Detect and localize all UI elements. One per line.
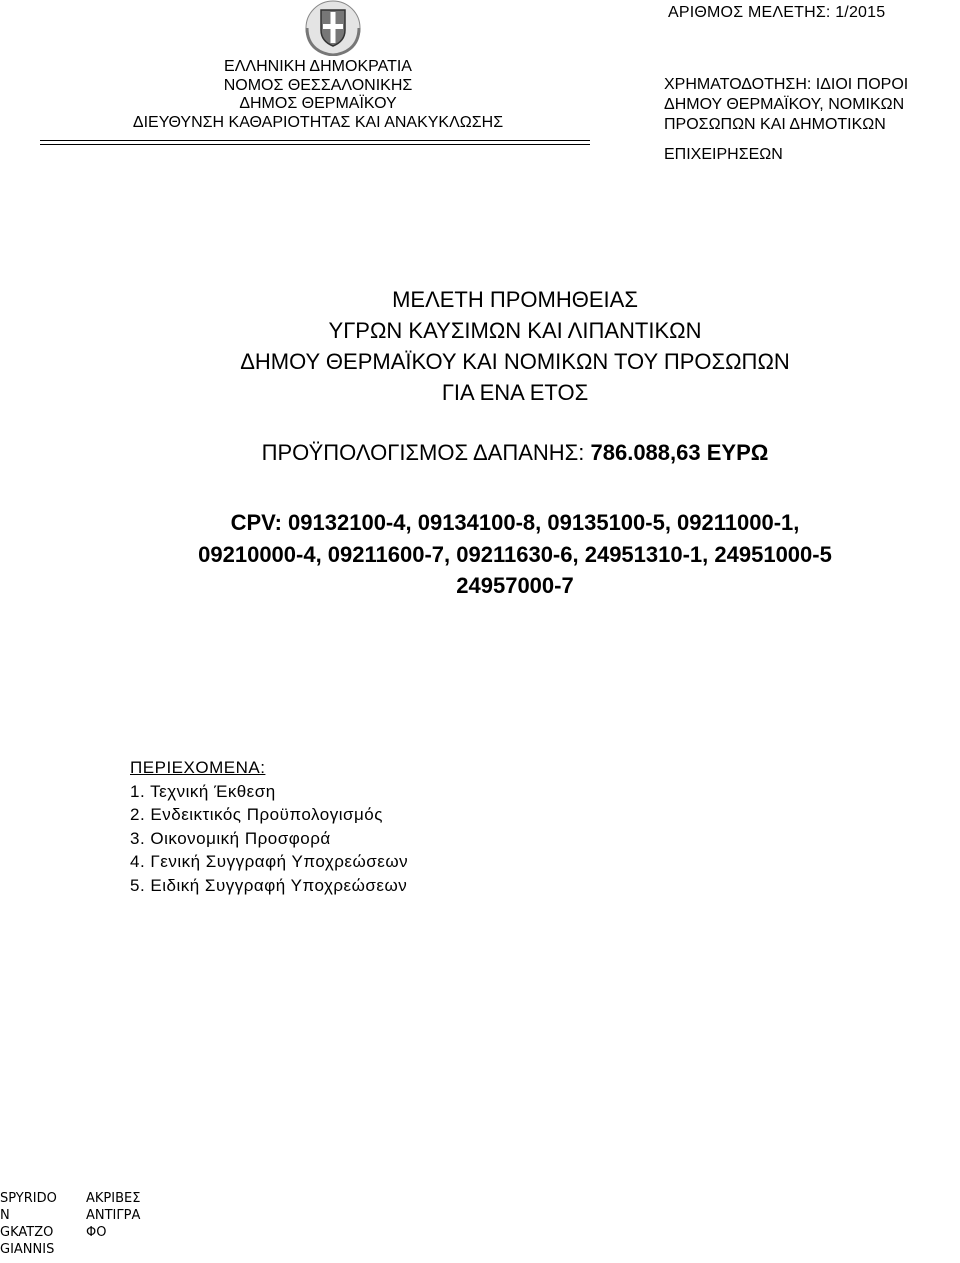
contents-list: [130, 756, 408, 897]
title-line: ΓΙΑ ΕΝΑ ΕΤΟΣ: [441, 380, 589, 405]
funding-line: ΔΗΜΟΥ ΘΕΡΜΑΪΚΟΥ, ΝΟΜΙΚΩΝ: [664, 96, 905, 113]
contents-item: 2. Ενδεικτικός Προϋπολογισμός: [130, 805, 383, 824]
budget-amount: 786.088,63 ΕΥΡΩ: [590, 440, 769, 465]
signer-name-line: GKATZO: [0, 1225, 54, 1240]
funding-line: ΠΡΟΣΩΠΩΝ ΚΑΙ ΔΗΜΟΤΙΚΩΝ: [664, 116, 886, 133]
issuer-line: ΔΙΕΥΘΥΝΣΗ ΚΑΘΑΡΙΟΤΗΤΑΣ ΚΑΙ ΑΝΑΚΥΚΛΩΣΗΣ: [132, 113, 504, 131]
document-title: [0, 284, 960, 408]
title-line: ΥΓΡΩΝ ΚΑΥΣΙΜΩΝ ΚΑΙ ΛΙΠΑΝΤΙΚΩΝ: [328, 318, 702, 343]
contents-item: 4. Γενική Συγγραφή Υποχρεώσεων: [130, 852, 409, 871]
contents-item: 1. Τεχνική Έκθεση: [130, 781, 276, 801]
issuer-block: [40, 58, 596, 132]
cpv-line: 09210000-4, 09211600-7, 09211630-6, 24951310-1, 24951000-5: [198, 541, 832, 567]
title-line: ΔΗΜΟΥ ΘΕΡΜΑΪΚΟΥ ΚΑΙ ΝΟΜΙΚΩΝ ΤΟΥ ΠΡΟΣΩΠΩΝ: [240, 349, 790, 374]
signer-name-line: SPYRIDO: [0, 1191, 57, 1206]
signer-name-line: GIANNIS: [0, 1242, 55, 1257]
study-number: ΑΡΙΘΜΟΣ ΜΕΛΕΤΗΣ: 1/2015: [668, 4, 886, 21]
contents-item: 3. Οικονομική Προσφορά: [130, 828, 331, 848]
cpv-line: CPV: 09132100-4, 09134100-8, 09135100-5, 09211000-1,: [230, 510, 800, 535]
cpv-line: 24957000-7: [456, 573, 574, 598]
contents-item: 5. Ειδική Συγγραφή Υποχρεώσεων: [130, 875, 408, 895]
signature-note-line: ΑΚΡΙΒΕΣ: [86, 1191, 141, 1206]
signature-note: [86, 1190, 140, 1241]
issuer-line: ΔΗΜΟΣ ΘΕΡΜΑΪΚΟΥ: [239, 95, 397, 112]
signer-name-line: N: [0, 1208, 10, 1223]
signer-name: [0, 1190, 57, 1258]
signature-note-line: ΦΟ: [86, 1225, 107, 1240]
funding-line: ΧΡΗΜΑΤΟΔΟΤΗΣΗ: ΙΔΙΟΙ ΠΟΡΟΙ: [664, 76, 909, 93]
issuer-line: ΕΛΛΗΝΙΚΗ ΔΗΜΟΚΡΑΤΙΑ: [224, 58, 412, 75]
cpv-codes: [0, 507, 960, 602]
funding-line: ΕΠΙΧΕΙΡΗΣΕΩΝ: [664, 146, 783, 163]
issuer-line: ΝΟΜΟΣ ΘΕΣΣΑΛΟΝΙΚΗΣ: [223, 76, 413, 94]
budget-label: ΠΡΟΫΠΟΛΟΓΙΣΜΟΣ ΔΑΠΑΝΗΣ:: [261, 440, 591, 465]
greek-coat-of-arms-icon: [302, 0, 364, 56]
funding-block: [664, 75, 908, 165]
contents-heading: ΠΕΡΙΕΧΟΜΕΝΑ:: [130, 758, 266, 777]
signature-note-line: ΑΝΤΙΓΡΑ: [86, 1208, 141, 1223]
budget-line: [0, 440, 960, 466]
title-line: ΜΕΛΕΤΗ ΠΡΟΜΗΘΕΙΑΣ: [392, 287, 638, 312]
issuer-divider: [40, 140, 590, 145]
